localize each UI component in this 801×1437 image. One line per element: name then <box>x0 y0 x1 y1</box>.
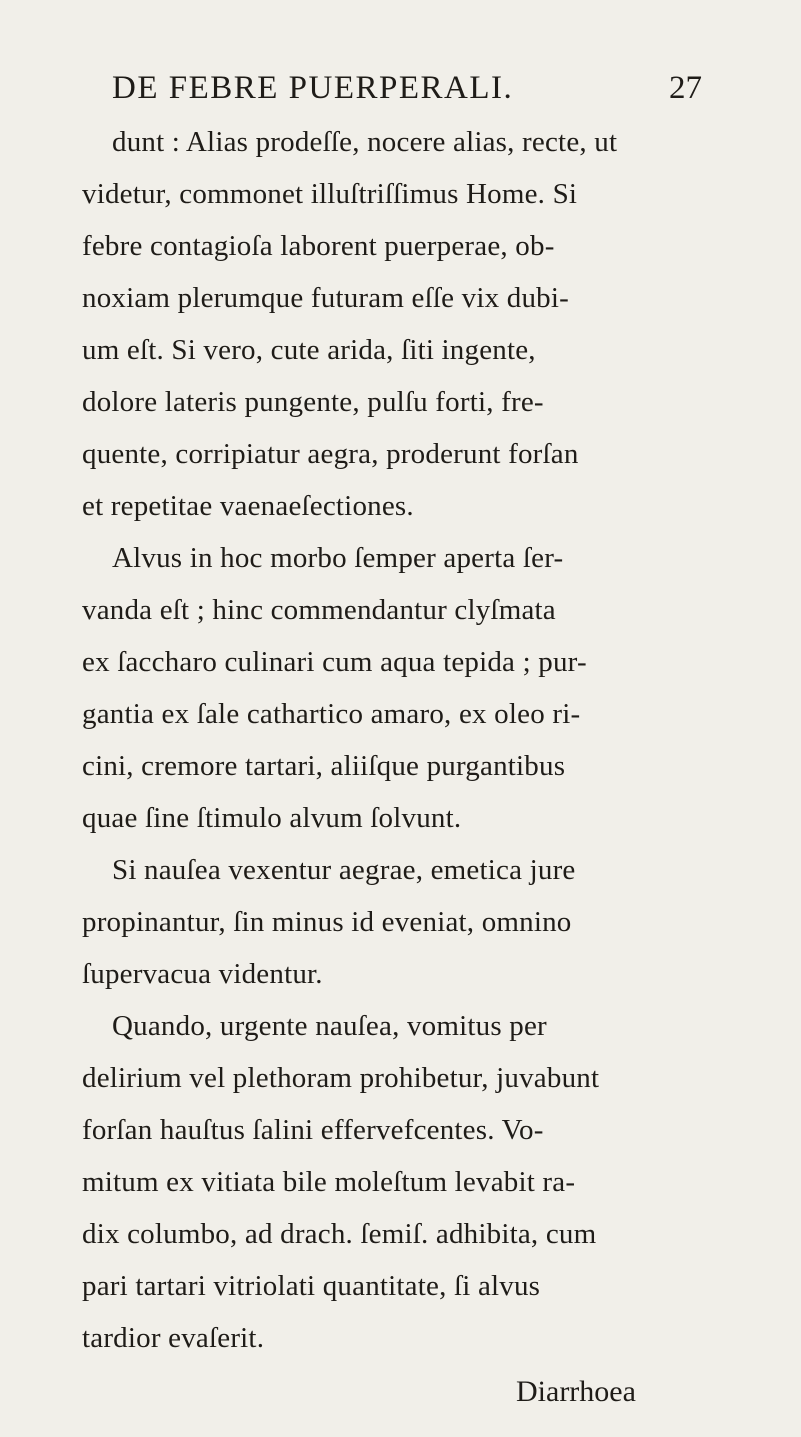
text-line: dolore lateris pungente, pulſu forti, fre- <box>82 386 544 418</box>
text-line: febre contagioſa laborent puerperae, ob- <box>82 230 555 262</box>
catchword: Diarrhoea <box>516 1375 636 1408</box>
text-line: forſan hauſtus ſalini effervefcentes. Vo- <box>82 1114 544 1146</box>
text-line: tardior evaſerit. <box>82 1322 265 1354</box>
text-line: noxiam plerumque futuram eſſe vix dubi- <box>82 282 569 314</box>
running-head: DE FEBRE PUERPERALI. <box>112 70 514 106</box>
text-line: Si nauſea vexentur aegrae, emetica jure <box>112 854 576 886</box>
text-line: Quando, urgente nauſea, vomitus per <box>112 1010 547 1042</box>
page-number: 27 <box>669 70 702 106</box>
text-line: propinantur, ſin minus id eveniat, omnino <box>82 906 572 938</box>
text-line: quente, corripiatur aegra, proderunt forſan <box>82 438 579 470</box>
text-line: um eſt. Si vero, cute arida, ſiti ingente, <box>82 334 536 366</box>
text-line: pari tartari vitriolati quantitate, ſi alvus <box>82 1270 541 1302</box>
text-line: dix columbo, ad drach. ſemiſ. adhibita, cum <box>82 1218 597 1250</box>
page-header <box>112 66 702 110</box>
text-line: videtur, commonet illuſtriſſimus Home. Si <box>82 178 578 210</box>
text-line: vanda eſt ; hinc commendantur clyſmata <box>82 594 556 626</box>
text-line: dunt : Alias prodeſſe, nocere alias, recte, ut <box>112 126 618 158</box>
text-line: Alvus in hoc morbo ſemper aperta ſer- <box>112 542 564 574</box>
text-line: et repetitae vaenaeſectiones. <box>82 490 414 522</box>
text-line: cini, cremore tartari, aliiſque purgantibus <box>82 750 566 782</box>
text-line: mitum ex vitiata bile moleſtum levabit ra- <box>82 1166 576 1198</box>
text-line: quae ſine ſtimulo alvum ſolvunt. <box>82 802 462 834</box>
text-line: ſupervacua videntur. <box>82 958 323 990</box>
text-line: ex ſaccharo culinari cum aqua tepida ; pur- <box>82 646 587 678</box>
text-line: delirium vel plethoram prohibetur, juvabunt <box>82 1062 600 1094</box>
text-line: gantia ex ſale cathartico amaro, ex oleo ri- <box>82 698 581 730</box>
